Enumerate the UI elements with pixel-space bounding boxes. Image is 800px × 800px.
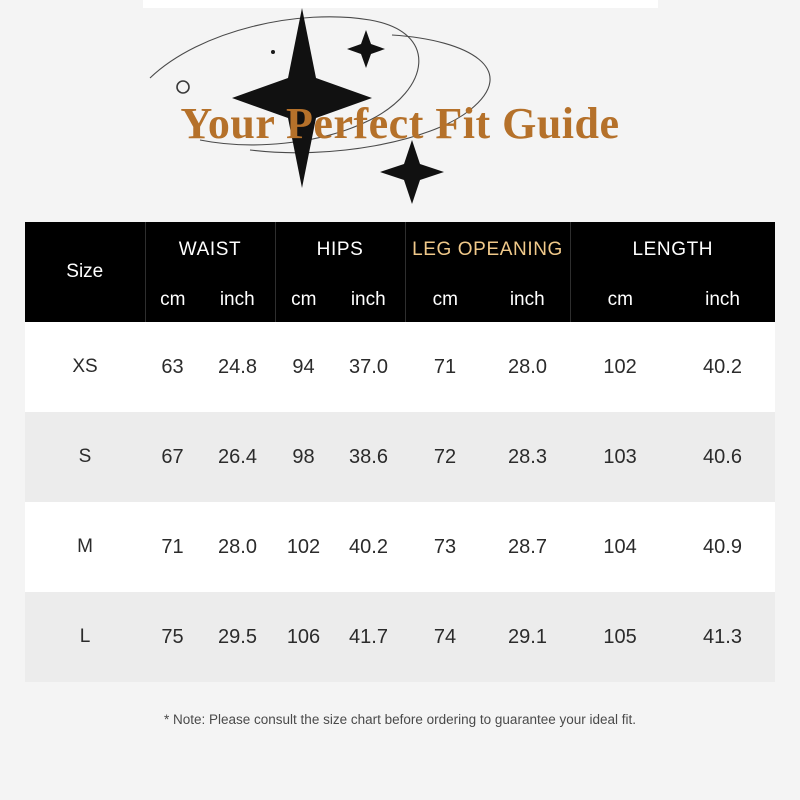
header-unit-length-inch: inch bbox=[670, 278, 775, 322]
header-unit-waist-cm: cm bbox=[145, 278, 200, 322]
table-body bbox=[25, 322, 775, 682]
cell-length-cm: 103 bbox=[570, 412, 670, 502]
cell-waist-cm: 71 bbox=[145, 502, 200, 592]
header-unit-leg-cm: cm bbox=[405, 278, 485, 322]
header-group-length: LENGTH bbox=[570, 222, 775, 278]
cell-hips-cm: 98 bbox=[275, 412, 332, 502]
cell-leg-inch: 28.0 bbox=[485, 322, 570, 412]
cell-hips-cm: 106 bbox=[275, 592, 332, 682]
cell-length-inch: 40.9 bbox=[670, 502, 775, 592]
size-chart-table bbox=[25, 222, 775, 682]
cell-leg-inch: 28.7 bbox=[485, 502, 570, 592]
cell-length-cm: 104 bbox=[570, 502, 670, 592]
cell-size: L bbox=[25, 592, 145, 682]
cell-leg-inch: 29.1 bbox=[485, 592, 570, 682]
page-title: Your Perfect Fit Guide bbox=[180, 99, 620, 148]
cell-leg-cm: 73 bbox=[405, 502, 485, 592]
cell-hips-inch: 38.6 bbox=[332, 412, 405, 502]
header-unit-hips-cm: cm bbox=[275, 278, 332, 322]
cell-waist-cm: 67 bbox=[145, 412, 200, 502]
size-chart-note: * Note: Please consult the size chart before ordering to guarantee your ideal fit. bbox=[163, 712, 637, 727]
cell-hips-cm: 94 bbox=[275, 322, 332, 412]
cell-length-inch: 40.6 bbox=[670, 412, 775, 502]
table-row bbox=[25, 502, 775, 592]
cell-waist-inch: 29.5 bbox=[200, 592, 275, 682]
cell-hips-inch: 41.7 bbox=[332, 592, 405, 682]
cell-hips-inch: 37.0 bbox=[332, 322, 405, 412]
header-group-hips: HIPS bbox=[275, 222, 405, 278]
table-header-groups bbox=[25, 222, 775, 278]
table-row bbox=[25, 322, 775, 412]
cell-length-cm: 105 bbox=[570, 592, 670, 682]
cell-leg-cm: 72 bbox=[405, 412, 485, 502]
cell-waist-inch: 28.0 bbox=[200, 502, 275, 592]
cell-length-cm: 102 bbox=[570, 322, 670, 412]
header-group-waist: WAIST bbox=[145, 222, 275, 278]
cell-hips-inch: 40.2 bbox=[332, 502, 405, 592]
cell-waist-cm: 63 bbox=[145, 322, 200, 412]
cell-size: XS bbox=[25, 322, 145, 412]
cell-length-inch: 41.3 bbox=[670, 592, 775, 682]
cell-waist-inch: 26.4 bbox=[200, 412, 275, 502]
cell-size: M bbox=[25, 502, 145, 592]
header-unit-leg-inch: inch bbox=[485, 278, 570, 322]
size-table-wrapper bbox=[25, 222, 775, 682]
table-row bbox=[25, 592, 775, 682]
cell-leg-cm: 71 bbox=[405, 322, 485, 412]
header-unit-length-cm: cm bbox=[570, 278, 670, 322]
cell-leg-cm: 74 bbox=[405, 592, 485, 682]
cell-hips-cm: 102 bbox=[275, 502, 332, 592]
header-size: Size bbox=[25, 222, 145, 322]
cell-size: S bbox=[25, 412, 145, 502]
cell-length-inch: 40.2 bbox=[670, 322, 775, 412]
header-unit-waist-inch: inch bbox=[200, 278, 275, 322]
cell-leg-inch: 28.3 bbox=[485, 412, 570, 502]
cell-waist-cm: 75 bbox=[145, 592, 200, 682]
header-unit-hips-inch: inch bbox=[332, 278, 405, 322]
hero-section bbox=[0, 0, 800, 212]
cell-waist-inch: 24.8 bbox=[200, 322, 275, 412]
table-row bbox=[25, 412, 775, 502]
header-group-leg-opening: LEG OPEANING bbox=[405, 222, 570, 278]
